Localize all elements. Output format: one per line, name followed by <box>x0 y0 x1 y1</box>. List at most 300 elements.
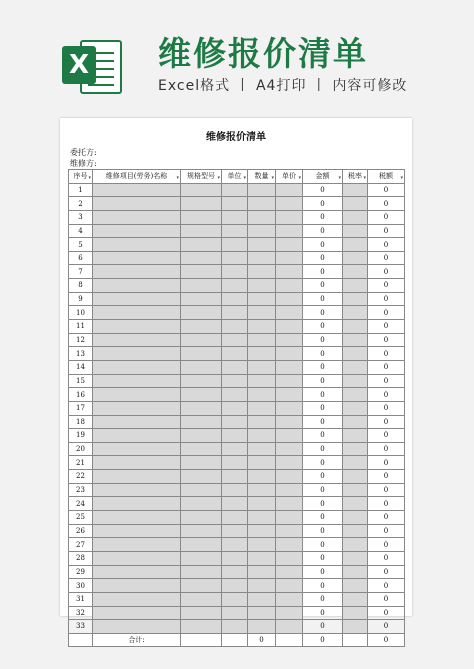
table-cell[interactable] <box>276 401 303 415</box>
total-cell[interactable] <box>343 633 368 647</box>
table-cell[interactable] <box>343 197 368 211</box>
table-cell[interactable] <box>276 497 303 511</box>
table-cell[interactable] <box>248 347 276 361</box>
table-cell[interactable] <box>181 415 222 429</box>
table-cell[interactable] <box>93 306 181 320</box>
table-cell[interactable]: 0 <box>368 306 405 320</box>
total-cell[interactable] <box>69 633 93 647</box>
table-cell[interactable] <box>222 470 248 484</box>
table-cell[interactable] <box>93 579 181 593</box>
table-cell[interactable] <box>222 292 248 306</box>
table-cell[interactable]: 0 <box>303 592 343 606</box>
table-cell[interactable] <box>93 388 181 402</box>
table-cell[interactable] <box>276 429 303 443</box>
table-cell[interactable] <box>343 592 368 606</box>
table-cell[interactable] <box>276 320 303 334</box>
table-cell[interactable]: 0 <box>368 374 405 388</box>
table-cell[interactable] <box>181 456 222 470</box>
table-cell[interactable]: 0 <box>368 183 405 197</box>
table-cell[interactable] <box>276 210 303 224</box>
table-cell[interactable] <box>181 388 222 402</box>
table-cell[interactable]: 0 <box>303 497 343 511</box>
table-cell[interactable]: 0 <box>303 511 343 525</box>
table-cell[interactable] <box>343 620 368 634</box>
total-cell[interactable] <box>276 633 303 647</box>
table-cell[interactable] <box>248 606 276 620</box>
table-cell[interactable] <box>343 497 368 511</box>
table-cell[interactable] <box>276 238 303 252</box>
table-cell[interactable] <box>248 470 276 484</box>
total-cell[interactable] <box>222 633 248 647</box>
table-cell[interactable]: 0 <box>303 183 343 197</box>
table-cell[interactable] <box>343 360 368 374</box>
table-cell[interactable]: 0 <box>368 401 405 415</box>
table-cell[interactable] <box>248 279 276 293</box>
table-cell[interactable]: 22 <box>69 470 93 484</box>
table-cell[interactable] <box>343 279 368 293</box>
table-cell[interactable] <box>248 306 276 320</box>
table-cell[interactable] <box>276 183 303 197</box>
table-cell[interactable] <box>343 292 368 306</box>
table-cell[interactable] <box>93 429 181 443</box>
table-cell[interactable] <box>181 497 222 511</box>
table-cell[interactable] <box>248 620 276 634</box>
table-cell[interactable] <box>222 265 248 279</box>
table-cell[interactable] <box>181 265 222 279</box>
table-cell[interactable] <box>276 620 303 634</box>
table-cell[interactable] <box>222 251 248 265</box>
filter-dropdown-icon[interactable]: ▾ <box>338 175 341 181</box>
table-cell[interactable] <box>93 592 181 606</box>
table-cell[interactable]: 25 <box>69 511 93 525</box>
table-cell[interactable]: 0 <box>303 538 343 552</box>
table-cell[interactable] <box>222 197 248 211</box>
table-cell[interactable] <box>181 483 222 497</box>
table-cell[interactable] <box>181 320 222 334</box>
total-cell[interactable]: 0 <box>303 633 343 647</box>
table-cell[interactable]: 3 <box>69 210 93 224</box>
table-cell[interactable] <box>181 524 222 538</box>
table-cell[interactable] <box>181 401 222 415</box>
table-cell[interactable]: 0 <box>303 579 343 593</box>
table-cell[interactable] <box>93 374 181 388</box>
table-cell[interactable]: 0 <box>303 374 343 388</box>
table-cell[interactable] <box>248 210 276 224</box>
table-cell[interactable] <box>93 470 181 484</box>
table-cell[interactable] <box>222 579 248 593</box>
table-cell[interactable]: 16 <box>69 388 93 402</box>
table-cell[interactable] <box>248 551 276 565</box>
table-cell[interactable]: 32 <box>69 606 93 620</box>
table-cell[interactable] <box>276 292 303 306</box>
column-header[interactable] <box>93 170 181 184</box>
table-cell[interactable]: 0 <box>368 470 405 484</box>
table-cell[interactable] <box>276 442 303 456</box>
table-cell[interactable] <box>93 238 181 252</box>
table-cell[interactable]: 0 <box>303 524 343 538</box>
table-cell[interactable]: 0 <box>368 292 405 306</box>
table-cell[interactable] <box>93 442 181 456</box>
table-cell[interactable] <box>248 333 276 347</box>
table-cell[interactable]: 0 <box>303 442 343 456</box>
table-cell[interactable]: 0 <box>368 442 405 456</box>
table-cell[interactable]: 19 <box>69 429 93 443</box>
table-cell[interactable]: 8 <box>69 279 93 293</box>
table-cell[interactable] <box>181 579 222 593</box>
table-cell[interactable] <box>181 470 222 484</box>
table-cell[interactable] <box>343 470 368 484</box>
table-cell[interactable] <box>222 388 248 402</box>
table-cell[interactable] <box>248 579 276 593</box>
table-cell[interactable] <box>343 401 368 415</box>
table-cell[interactable]: 0 <box>303 360 343 374</box>
table-cell[interactable] <box>181 592 222 606</box>
column-header[interactable] <box>69 170 93 184</box>
table-cell[interactable] <box>181 606 222 620</box>
table-cell[interactable] <box>181 429 222 443</box>
table-cell[interactable]: 0 <box>368 620 405 634</box>
table-cell[interactable]: 0 <box>368 456 405 470</box>
table-cell[interactable]: 0 <box>368 279 405 293</box>
table-cell[interactable] <box>93 197 181 211</box>
table-cell[interactable] <box>222 306 248 320</box>
table-cell[interactable] <box>222 483 248 497</box>
table-cell[interactable]: 0 <box>368 197 405 211</box>
table-cell[interactable] <box>248 360 276 374</box>
table-cell[interactable]: 26 <box>69 524 93 538</box>
table-cell[interactable] <box>343 347 368 361</box>
table-cell[interactable]: 23 <box>69 483 93 497</box>
table-cell[interactable] <box>248 224 276 238</box>
table-cell[interactable] <box>181 333 222 347</box>
table-cell[interactable] <box>222 238 248 252</box>
table-cell[interactable] <box>276 333 303 347</box>
table-cell[interactable] <box>222 538 248 552</box>
table-cell[interactable] <box>222 497 248 511</box>
table-cell[interactable]: 24 <box>69 497 93 511</box>
table-cell[interactable] <box>222 551 248 565</box>
table-cell[interactable]: 0 <box>368 524 405 538</box>
table-cell[interactable] <box>276 251 303 265</box>
table-cell[interactable] <box>343 374 368 388</box>
column-header[interactable] <box>222 170 248 184</box>
table-cell[interactable] <box>222 360 248 374</box>
table-cell[interactable] <box>248 415 276 429</box>
table-cell[interactable] <box>222 210 248 224</box>
table-cell[interactable] <box>222 456 248 470</box>
table-cell[interactable] <box>181 197 222 211</box>
table-cell[interactable]: 0 <box>303 197 343 211</box>
table-cell[interactable] <box>248 183 276 197</box>
table-cell[interactable] <box>181 360 222 374</box>
table-cell[interactable] <box>93 565 181 579</box>
table-cell[interactable] <box>248 238 276 252</box>
table-cell[interactable]: 0 <box>368 565 405 579</box>
table-cell[interactable]: 0 <box>368 320 405 334</box>
table-cell[interactable]: 0 <box>303 306 343 320</box>
column-header[interactable] <box>248 170 276 184</box>
total-cell[interactable]: 0 <box>248 633 276 647</box>
table-cell[interactable] <box>343 442 368 456</box>
table-cell[interactable] <box>222 320 248 334</box>
column-header[interactable] <box>303 170 343 184</box>
table-cell[interactable] <box>181 224 222 238</box>
table-cell[interactable]: 29 <box>69 565 93 579</box>
table-cell[interactable]: 0 <box>303 224 343 238</box>
table-cell[interactable] <box>222 592 248 606</box>
table-cell[interactable] <box>276 197 303 211</box>
table-cell[interactable] <box>276 374 303 388</box>
table-cell[interactable] <box>222 224 248 238</box>
column-header[interactable] <box>276 170 303 184</box>
table-cell[interactable] <box>93 551 181 565</box>
table-cell[interactable]: 0 <box>368 497 405 511</box>
table-cell[interactable] <box>93 265 181 279</box>
table-cell[interactable] <box>276 265 303 279</box>
table-cell[interactable]: 0 <box>303 429 343 443</box>
table-cell[interactable] <box>343 538 368 552</box>
table-cell[interactable] <box>93 497 181 511</box>
table-cell[interactable] <box>276 224 303 238</box>
table-cell[interactable] <box>248 265 276 279</box>
table-cell[interactable] <box>343 579 368 593</box>
table-cell[interactable] <box>248 511 276 525</box>
table-cell[interactable]: 0 <box>303 456 343 470</box>
table-cell[interactable] <box>248 483 276 497</box>
table-cell[interactable] <box>222 442 248 456</box>
table-cell[interactable]: 2 <box>69 197 93 211</box>
table-cell[interactable] <box>343 511 368 525</box>
table-cell[interactable]: 0 <box>368 251 405 265</box>
table-cell[interactable] <box>343 320 368 334</box>
table-cell[interactable]: 14 <box>69 360 93 374</box>
table-cell[interactable] <box>276 483 303 497</box>
table-cell[interactable] <box>93 511 181 525</box>
table-cell[interactable]: 1 <box>69 183 93 197</box>
table-cell[interactable]: 0 <box>368 347 405 361</box>
table-cell[interactable]: 27 <box>69 538 93 552</box>
table-cell[interactable] <box>93 333 181 347</box>
table-cell[interactable] <box>93 292 181 306</box>
table-cell[interactable] <box>276 388 303 402</box>
table-cell[interactable] <box>276 538 303 552</box>
table-cell[interactable] <box>93 210 181 224</box>
table-cell[interactable] <box>222 606 248 620</box>
table-cell[interactable] <box>343 606 368 620</box>
table-cell[interactable] <box>276 279 303 293</box>
table-cell[interactable] <box>248 320 276 334</box>
column-header[interactable] <box>343 170 368 184</box>
table-cell[interactable] <box>181 538 222 552</box>
table-cell[interactable] <box>343 456 368 470</box>
table-cell[interactable]: 0 <box>368 388 405 402</box>
table-cell[interactable]: 0 <box>303 606 343 620</box>
table-cell[interactable] <box>93 320 181 334</box>
table-cell[interactable] <box>222 511 248 525</box>
table-cell[interactable] <box>248 292 276 306</box>
table-cell[interactable] <box>343 265 368 279</box>
table-cell[interactable]: 30 <box>69 579 93 593</box>
table-cell[interactable] <box>93 347 181 361</box>
table-cell[interactable] <box>343 429 368 443</box>
table-cell[interactable]: 0 <box>303 415 343 429</box>
table-cell[interactable] <box>222 347 248 361</box>
table-cell[interactable] <box>93 524 181 538</box>
table-cell[interactable] <box>276 524 303 538</box>
table-cell[interactable] <box>248 565 276 579</box>
table-cell[interactable] <box>222 524 248 538</box>
table-cell[interactable] <box>248 374 276 388</box>
table-cell[interactable] <box>276 579 303 593</box>
table-cell[interactable] <box>343 333 368 347</box>
table-cell[interactable]: 0 <box>303 551 343 565</box>
table-cell[interactable] <box>181 374 222 388</box>
table-cell[interactable]: 0 <box>368 360 405 374</box>
table-cell[interactable]: 0 <box>368 224 405 238</box>
table-cell[interactable] <box>343 224 368 238</box>
table-cell[interactable] <box>93 183 181 197</box>
table-cell[interactable]: 33 <box>69 620 93 634</box>
table-cell[interactable]: 0 <box>303 565 343 579</box>
table-cell[interactable] <box>276 360 303 374</box>
table-cell[interactable]: 4 <box>69 224 93 238</box>
table-cell[interactable] <box>276 551 303 565</box>
table-cell[interactable] <box>93 251 181 265</box>
table-cell[interactable] <box>222 333 248 347</box>
table-cell[interactable] <box>181 620 222 634</box>
table-cell[interactable] <box>248 388 276 402</box>
table-cell[interactable] <box>248 197 276 211</box>
column-header[interactable] <box>181 170 222 184</box>
table-cell[interactable]: 0 <box>303 320 343 334</box>
table-cell[interactable] <box>93 415 181 429</box>
table-cell[interactable]: 0 <box>368 415 405 429</box>
table-cell[interactable]: 0 <box>368 538 405 552</box>
total-cell[interactable] <box>181 633 222 647</box>
table-cell[interactable] <box>93 620 181 634</box>
table-cell[interactable] <box>276 470 303 484</box>
table-cell[interactable] <box>181 183 222 197</box>
table-cell[interactable] <box>181 292 222 306</box>
table-cell[interactable] <box>222 620 248 634</box>
table-cell[interactable]: 0 <box>303 251 343 265</box>
table-cell[interactable]: 0 <box>368 210 405 224</box>
table-cell[interactable] <box>181 565 222 579</box>
table-cell[interactable] <box>276 606 303 620</box>
table-cell[interactable] <box>248 251 276 265</box>
table-cell[interactable]: 0 <box>368 551 405 565</box>
table-cell[interactable] <box>276 511 303 525</box>
table-cell[interactable]: 0 <box>303 401 343 415</box>
filter-dropdown-icon[interactable]: ▾ <box>217 175 220 181</box>
filter-dropdown-icon[interactable]: ▾ <box>298 175 301 181</box>
table-cell[interactable]: 31 <box>69 592 93 606</box>
table-cell[interactable]: 15 <box>69 374 93 388</box>
table-cell[interactable]: 0 <box>303 347 343 361</box>
table-cell[interactable] <box>93 224 181 238</box>
table-cell[interactable] <box>93 606 181 620</box>
table-cell[interactable] <box>181 210 222 224</box>
filter-dropdown-icon[interactable]: ▾ <box>271 175 274 181</box>
table-cell[interactable] <box>343 183 368 197</box>
table-cell[interactable] <box>343 483 368 497</box>
table-cell[interactable] <box>93 401 181 415</box>
filter-dropdown-icon[interactable]: ▾ <box>176 175 179 181</box>
table-cell[interactable]: 20 <box>69 442 93 456</box>
table-cell[interactable]: 0 <box>303 620 343 634</box>
table-cell[interactable]: 0 <box>303 483 343 497</box>
table-cell[interactable]: 0 <box>303 292 343 306</box>
table-cell[interactable] <box>248 401 276 415</box>
table-cell[interactable]: 0 <box>368 429 405 443</box>
table-cell[interactable] <box>93 483 181 497</box>
table-cell[interactable] <box>343 551 368 565</box>
table-cell[interactable] <box>222 401 248 415</box>
table-cell[interactable] <box>248 592 276 606</box>
table-cell[interactable]: 0 <box>303 333 343 347</box>
total-cell[interactable]: 0 <box>368 633 405 647</box>
table-cell[interactable]: 11 <box>69 320 93 334</box>
table-cell[interactable] <box>222 183 248 197</box>
table-cell[interactable]: 18 <box>69 415 93 429</box>
table-cell[interactable] <box>276 592 303 606</box>
table-cell[interactable] <box>248 429 276 443</box>
table-cell[interactable] <box>343 565 368 579</box>
table-cell[interactable] <box>222 429 248 443</box>
table-cell[interactable]: 0 <box>303 210 343 224</box>
table-cell[interactable]: 0 <box>368 511 405 525</box>
table-cell[interactable] <box>248 524 276 538</box>
table-cell[interactable]: 28 <box>69 551 93 565</box>
table-cell[interactable]: 21 <box>69 456 93 470</box>
table-cell[interactable] <box>222 279 248 293</box>
table-cell[interactable] <box>343 238 368 252</box>
table-cell[interactable] <box>222 415 248 429</box>
table-cell[interactable]: 0 <box>368 592 405 606</box>
table-cell[interactable] <box>248 442 276 456</box>
table-cell[interactable] <box>248 538 276 552</box>
table-cell[interactable] <box>343 524 368 538</box>
column-header[interactable] <box>368 170 405 184</box>
table-cell[interactable] <box>276 456 303 470</box>
table-cell[interactable]: 0 <box>368 483 405 497</box>
table-cell[interactable] <box>248 497 276 511</box>
table-cell[interactable] <box>181 238 222 252</box>
table-cell[interactable]: 10 <box>69 306 93 320</box>
filter-dropdown-icon[interactable]: ▾ <box>88 175 91 181</box>
table-cell[interactable] <box>181 306 222 320</box>
table-cell[interactable]: 6 <box>69 251 93 265</box>
table-cell[interactable] <box>222 565 248 579</box>
table-cell[interactable] <box>343 210 368 224</box>
table-cell[interactable] <box>276 306 303 320</box>
table-cell[interactable] <box>276 347 303 361</box>
table-cell[interactable]: 0 <box>303 388 343 402</box>
filter-dropdown-icon[interactable]: ▾ <box>363 175 366 181</box>
table-cell[interactable]: 0 <box>303 279 343 293</box>
table-cell[interactable] <box>93 279 181 293</box>
table-cell[interactable]: 9 <box>69 292 93 306</box>
table-cell[interactable]: 0 <box>368 333 405 347</box>
table-cell[interactable] <box>276 415 303 429</box>
filter-dropdown-icon[interactable]: ▾ <box>400 175 403 181</box>
table-cell[interactable] <box>181 279 222 293</box>
table-cell[interactable] <box>181 347 222 361</box>
table-cell[interactable] <box>343 388 368 402</box>
table-cell[interactable] <box>181 251 222 265</box>
table-cell[interactable]: 0 <box>368 606 405 620</box>
table-cell[interactable] <box>93 538 181 552</box>
